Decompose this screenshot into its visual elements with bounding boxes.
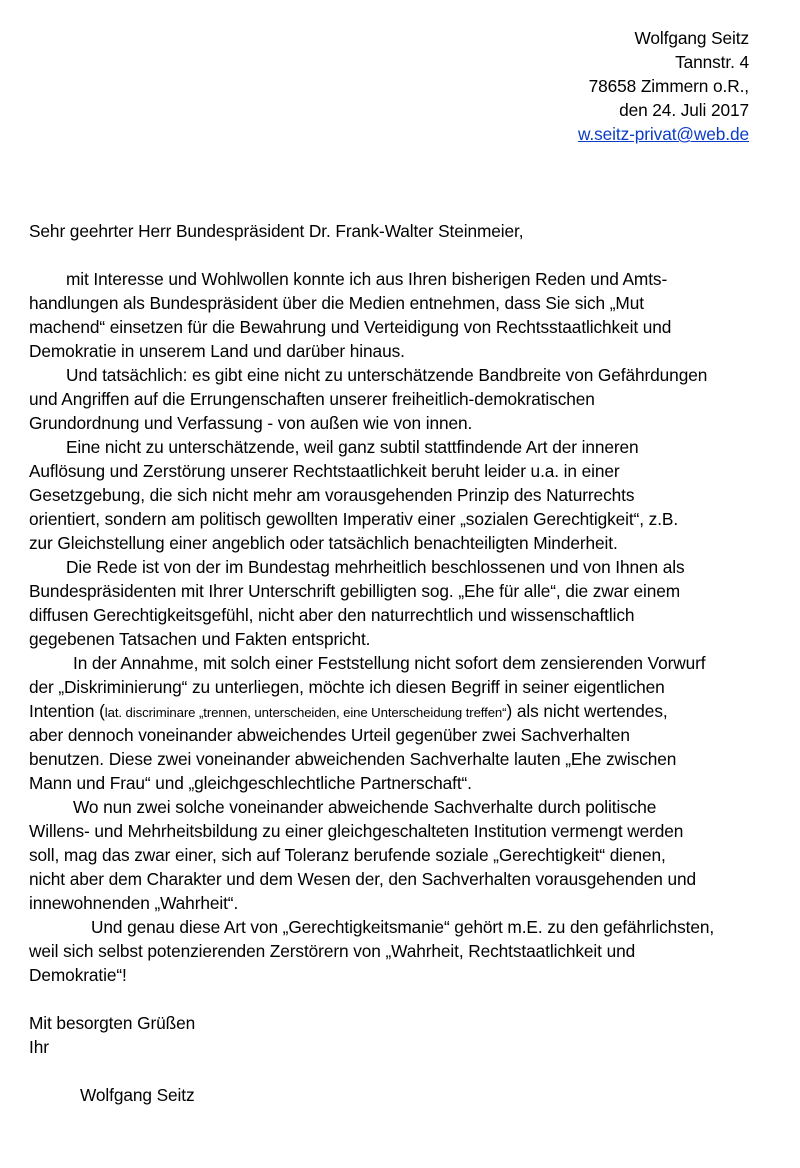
body-line: Mann und Frau“ und „gleichgeschlechtliche Partnerschaft“.: [29, 773, 472, 793]
intention-line: [29, 699, 668, 725]
body-line: Gesetzgebung, die sich nicht mehr am vorausgehenden Prinzip des Naturrechts: [29, 485, 635, 505]
body-line: Grundordnung und Verfassung - von außen wie von innen.: [29, 413, 473, 433]
sender-city: 78658 Zimmern o.R.,: [588, 76, 749, 96]
letter-date: den 24. Juli 2017: [619, 100, 749, 120]
body-line: Wo nun zwei solche voneinander abweichende Sachverhalte durch politische: [73, 797, 657, 817]
body-line: Bundespräsidenten mit Ihrer Unterschrift gebilligten sog. „Ehe für alle“, die zwar einem: [29, 581, 681, 601]
body-line: Und tatsächlich: es gibt eine nicht zu unterschätzende Bandbreite von Gefährdungen: [66, 365, 708, 385]
body-line: orientiert, sondern am politisch gewollten Imperativ einer „sozialen Gerechtigkeit“, z.B.: [29, 509, 679, 529]
salutation: Sehr geehrter Herr Bundespräsident Dr. Frank-Walter Steinmeier,: [29, 221, 524, 241]
body-line: Demokratie“!: [29, 965, 127, 985]
body-line: mit Interesse und Wohlwollen konnte ich aus Ihren bisherigen Reden und Amts-: [66, 269, 668, 289]
body-line: nicht aber dem Charakter und dem Wesen der, den Sachverhalten vorausgehenden und: [29, 869, 697, 889]
intention-end: ) als nicht wertendes,: [506, 701, 668, 721]
body-line: machend“ einsetzen für die Bewahrung und Verteidigung von Rechtsstaatlichkeit und: [29, 317, 672, 337]
body-line: Willens- und Mehrheitsbildung zu einer gleichgeschalteten Institution vermengt werden: [29, 821, 684, 841]
body-line: soll, mag das zwar einer, sich auf Toleranz berufende soziale „Gerechtigkeit“ dienen,: [29, 845, 666, 865]
body-line: und Angriffen auf die Errungenschaften unserer freiheitlich-demokratischen: [29, 389, 595, 409]
body-line: diffusen Gerechtigkeitsgefühl, nicht aber den naturrechtlich und wissenschaftlich: [29, 605, 635, 625]
closing-ihr: Ihr: [29, 1037, 49, 1057]
sender-email-link[interactable]: w.seitz-privat@web.de: [577, 124, 749, 144]
signature-name: Wolfgang Seitz: [80, 1085, 195, 1105]
intention-start: Intention (: [29, 701, 105, 721]
body-line: weil sich selbst potenzierenden Zerstörern von „Wahrheit, Rechtstaatlichkeit und: [29, 941, 636, 961]
body-line: Die Rede ist von der im Bundestag mehrheitlich beschlossenen und von Ihnen als: [66, 557, 685, 577]
body-line: Demokratie in unserem Land und darüber hinaus.: [29, 341, 405, 361]
body-line: benutzen. Diese zwei voneinander abweichenden Sachverhalte lauten „Ehe zwischen: [29, 749, 677, 769]
body-line: Eine nicht zu unterschätzende, weil ganz subtil stattfindende Art der inneren: [66, 437, 639, 457]
body-line: innewohnenden „Wahrheit“.: [29, 893, 239, 913]
closing-greeting: Mit besorgten Grüßen: [29, 1013, 196, 1033]
body-line: In der Annahme, mit solch einer Feststellung nicht sofort dem zensierenden Vorwurf: [73, 653, 706, 673]
sender-name: Wolfgang Seitz: [634, 28, 749, 48]
body-line: handlungen als Bundespräsident über die Medien entnehmen, dass Sie sich „Mut: [29, 293, 644, 313]
body-line: Auflösung und Zerstörung unserer Rechtstaatlichkeit beruht leider u.a. in einer: [29, 461, 620, 481]
sender-street: Tannstr. 4: [675, 52, 749, 72]
body-line: zur Gleichstellung einer angeblich oder tatsächlich benachteiligten Minderheit.: [29, 533, 618, 553]
body-line: gegebenen Tatsachen und Fakten entspricht.: [29, 629, 371, 649]
body-line: Und genau diese Art von „Gerechtigkeitsmanie“ gehört m.E. zu den gefährlichsten,: [91, 917, 715, 937]
body-line: aber dennoch voneinander abweichendes Urteil gegenüber zwei Sachverhalten: [29, 725, 630, 745]
latin-note: lat. discriminare „trennen, unterscheiden, eine Unterscheidung treffen“: [104, 705, 507, 720]
body-line: der „Diskriminierung“ zu unterliegen, möchte ich diesen Begriff in seiner eigentlichen: [29, 677, 665, 697]
